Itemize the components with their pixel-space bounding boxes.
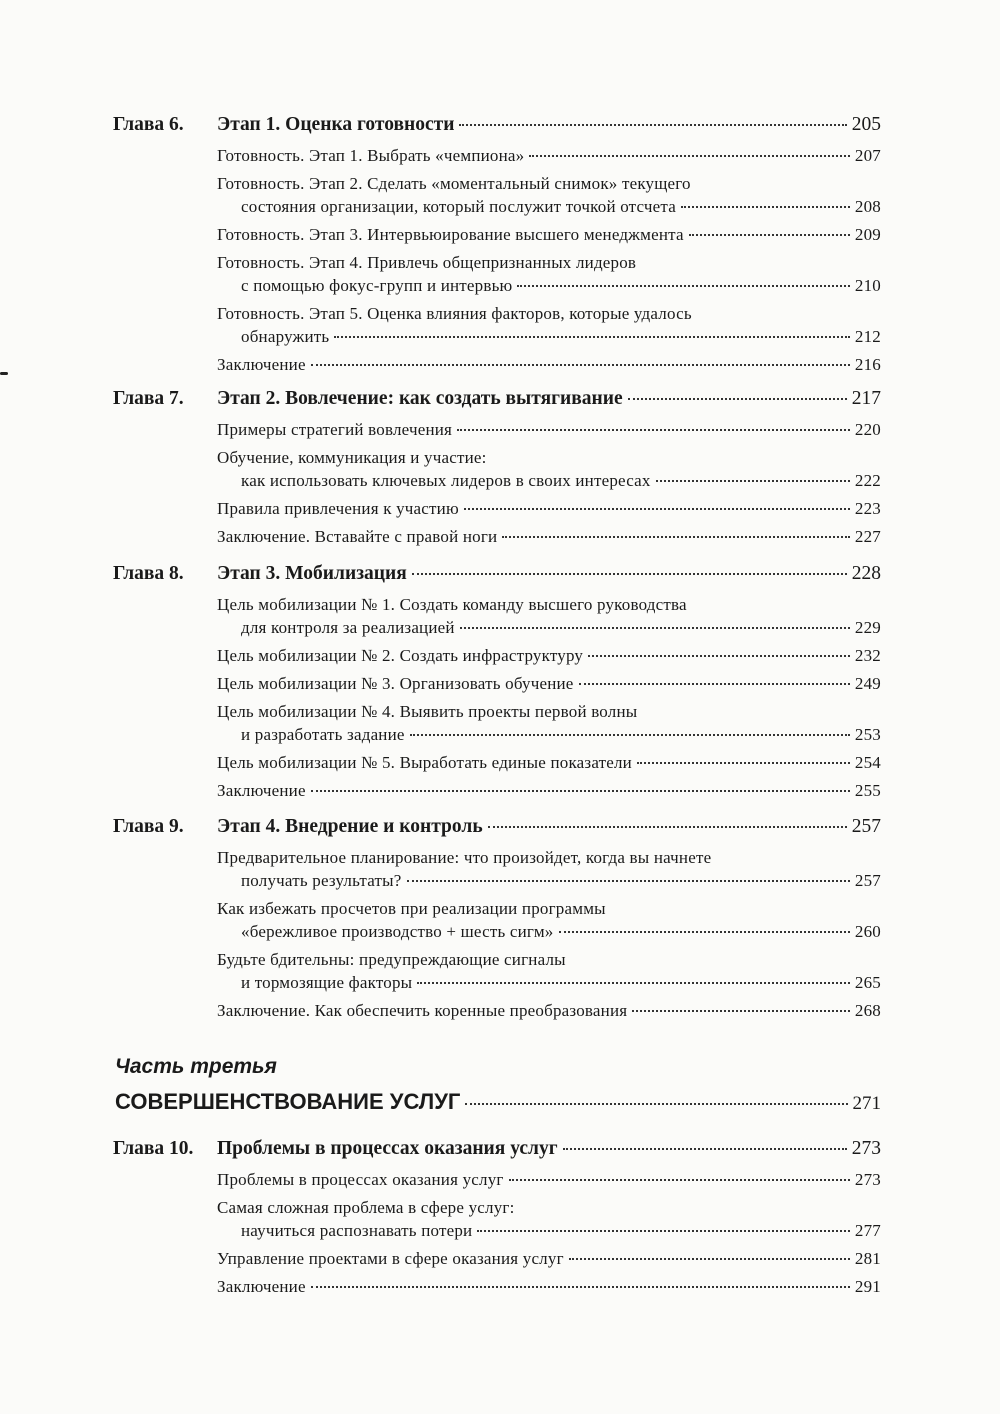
part-three [115, 1055, 881, 1115]
entry-text: Управление проектами в сфере оказания услуг [217, 1249, 564, 1268]
toc-entry [217, 948, 881, 994]
entry-text: Цель мобилизации № 4. Выявить проекты первой волны [217, 702, 638, 721]
dot-leader [464, 508, 850, 510]
entry-text: Заключение. Как обеспечить коренные преобразования [217, 1001, 628, 1020]
toc-entry [217, 172, 881, 218]
entry-text-continued: и разработать задание [241, 725, 405, 744]
chapter-number: Глава 6. [113, 114, 184, 135]
dot-leader [477, 1230, 850, 1232]
toc-entry [217, 497, 881, 520]
entry-text-continued: «бережливое производство + шесть сигм» [241, 922, 554, 941]
entry-text: Заключение [217, 1277, 306, 1296]
page-number: 249 [854, 674, 881, 693]
page-number: 254 [854, 753, 881, 772]
entry-text: Цель мобилизации № 3. Организовать обучение [217, 674, 574, 693]
page-number: 208 [854, 197, 881, 216]
chapter-heading [113, 114, 881, 144]
dot-leader [334, 336, 850, 338]
page-number: 227 [854, 527, 881, 546]
page-number: 271 [852, 1093, 881, 1114]
page-number: 273 [854, 1170, 881, 1189]
dot-leader [628, 398, 847, 400]
dot-leader [502, 536, 850, 538]
dot-leader [517, 285, 849, 287]
entry-text: Готовность. Этап 4. Привлечь общепризнанных лидеров [217, 253, 637, 272]
dot-leader [632, 1010, 850, 1012]
entry-text: Цель мобилизации № 5. Выработать единые показатели [217, 753, 632, 772]
toc-entry [217, 1168, 881, 1191]
toc-entry [217, 1196, 881, 1242]
dot-leader [457, 429, 850, 431]
chapter-number: Глава 10. [113, 1138, 194, 1159]
page-number: 277 [854, 1221, 881, 1240]
entry-text: Готовность. Этап 5. Оценка влияния факторов, которые удалось [217, 304, 692, 323]
toc-entry [217, 999, 881, 1022]
toc-entry [217, 223, 881, 246]
page-number: 260 [854, 922, 881, 941]
dot-leader [637, 762, 850, 764]
page-number: 257 [851, 816, 881, 837]
toc-entry [217, 418, 881, 441]
toc-entry [217, 302, 881, 348]
dot-leader [311, 790, 850, 792]
page-number: 281 [854, 1249, 881, 1268]
entry-text: Готовность. Этап 2. Сделать «моментальный снимок» текущего [217, 174, 691, 193]
toc-entry [217, 525, 881, 548]
page-number: 222 [854, 471, 881, 490]
page-number: 255 [854, 781, 881, 800]
page-number: 229 [854, 618, 881, 637]
page-number: 273 [851, 1138, 881, 1159]
part-title: СОВЕРШЕНСТВОВАНИЕ УСЛУГ [115, 1089, 461, 1114]
dot-leader [465, 1103, 847, 1105]
entry-text-continued: обнаружить [241, 327, 330, 346]
toc-entry [217, 251, 881, 297]
dot-leader [417, 982, 850, 984]
chapter-heading [113, 388, 881, 418]
toc-entry [217, 751, 881, 774]
dot-leader [529, 155, 850, 157]
toc-entry [217, 779, 881, 802]
chapter-heading [113, 816, 881, 846]
dot-leader [689, 234, 850, 236]
chapter-7 [113, 388, 881, 553]
dot-leader [488, 826, 847, 828]
entry-text: Готовность. Этап 3. Интервьюирование высшего менеджмента [217, 225, 684, 244]
dot-leader [459, 124, 846, 126]
chapter-number: Глава 7. [113, 388, 184, 409]
entry-text: Заключение [217, 355, 306, 374]
page-number: 210 [854, 276, 881, 295]
chapter-8 [113, 563, 881, 807]
entry-text: Предварительное планирование: что произойдет, когда вы начнете [217, 848, 712, 867]
entry-text-continued: научиться распознавать потери [241, 1221, 473, 1240]
toc-entry [217, 897, 881, 943]
dot-leader [656, 480, 850, 482]
entry-text-continued: для контроля за реализацией [241, 618, 455, 637]
entry-text-continued: получать результаты? [241, 871, 402, 890]
page-number: 216 [854, 355, 881, 374]
page-number: 217 [851, 388, 881, 409]
entry-text: Цель мобилизации № 1. Создать команду высшего руководства [217, 595, 687, 614]
chapter-6 [113, 114, 881, 381]
page-number: 228 [851, 563, 881, 584]
entry-text: Самая сложная проблема в сфере услуг: [217, 1198, 515, 1217]
entry-text: Заключение [217, 781, 306, 800]
entry-text: Обучение, коммуникация и участие: [217, 448, 487, 467]
entry-text-continued: как использовать ключевых лидеров в своих интересах [241, 471, 651, 490]
page-number: 232 [854, 646, 881, 665]
chapter-title: Этап 4. Внедрение и контроль [217, 816, 483, 837]
page-number: 212 [854, 327, 881, 346]
dot-leader [311, 1286, 850, 1288]
toc-entry [217, 446, 881, 492]
chapter-number: Глава 8. [113, 563, 184, 584]
toc-entry [217, 672, 881, 695]
dot-leader [559, 931, 850, 933]
part-title-row [115, 1089, 881, 1115]
dot-leader [509, 1179, 850, 1181]
dot-leader [681, 206, 850, 208]
toc-entry [217, 1247, 881, 1270]
chapter-title: Этап 3. Мобилизация [217, 563, 407, 584]
margin-mark [0, 372, 8, 375]
chapter-heading [113, 1138, 881, 1168]
dot-leader [579, 683, 850, 685]
chapter-title: Этап 1. Оценка готовности [217, 114, 455, 135]
toc-entry [217, 1275, 881, 1298]
toc-entry [217, 593, 881, 639]
page-number: 220 [854, 420, 881, 439]
dot-leader [412, 573, 847, 575]
entry-text: Как избежать просчетов при реализации программы [217, 899, 606, 918]
entry-text: Цель мобилизации № 2. Создать инфраструктуру [217, 646, 584, 665]
entry-text-continued: и тормозящие факторы [241, 973, 413, 992]
entry-text-continued: с помощью фокус-групп и интервью [241, 276, 513, 295]
part-label: Часть третья [115, 1055, 277, 1078]
entry-text: Проблемы в процессах оказания услуг [217, 1170, 504, 1189]
chapter-title: Этап 2. Вовлечение: как создать вытягивание [217, 388, 623, 409]
chapter-9 [113, 816, 881, 1027]
entry-text: Заключение. Вставайте с правой ноги [217, 527, 498, 546]
entry-text: Примеры стратегий вовлечения [217, 420, 453, 439]
chapter-title: Проблемы в процессах оказания услуг [217, 1138, 558, 1159]
page-number: 257 [854, 871, 881, 890]
page-number: 209 [854, 225, 881, 244]
dot-leader [563, 1148, 847, 1150]
entry-text: Готовность. Этап 1. Выбрать «чемпиона» [217, 146, 525, 165]
page-number: 265 [854, 973, 881, 992]
entry-text: Будьте бдительны: предупреждающие сигналы [217, 950, 566, 969]
toc-entry [217, 144, 881, 167]
dot-leader [588, 655, 850, 657]
chapter-10 [113, 1138, 881, 1303]
toc-entry [217, 644, 881, 667]
page-number: 207 [854, 146, 881, 165]
page-number: 253 [854, 725, 881, 744]
dot-leader [569, 1258, 850, 1260]
dot-leader [460, 627, 850, 629]
page-number: 205 [851, 114, 881, 135]
page-number: 268 [854, 1001, 881, 1020]
dot-leader [407, 880, 850, 882]
chapter-heading [113, 563, 881, 593]
entry-text: Правила привлечения к участию [217, 499, 459, 518]
chapter-number: Глава 9. [113, 816, 184, 837]
toc-entry [217, 846, 881, 892]
dot-leader [410, 734, 850, 736]
toc-entry [217, 700, 881, 746]
page-number: 223 [854, 499, 881, 518]
entry-text-continued: состояния организации, который послужит точкой отсчета [241, 197, 676, 216]
page-number: 291 [854, 1277, 881, 1296]
toc-entry [217, 353, 881, 376]
dot-leader [311, 364, 850, 366]
